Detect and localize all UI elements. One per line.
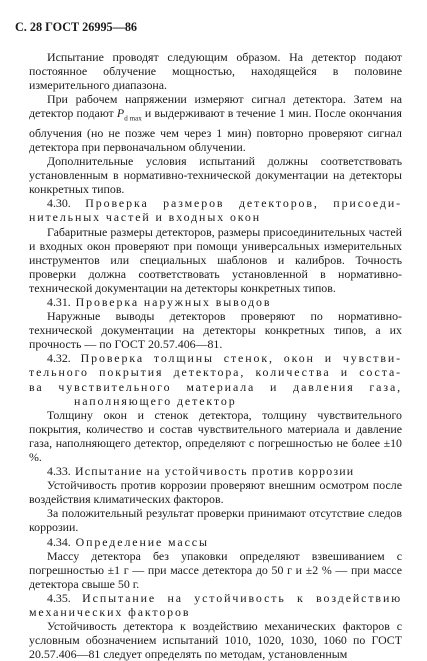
paragraph: Массу детектора без упаковки определяют взвешиванием с погрешностью ±1 г — при массе детектора до 50 г и ±2 % — при массе детектора свыше 50 г.	[29, 548, 402, 591]
paragraph-with-symbol	[29, 92, 402, 154]
paragraph: Устойчивость против коррозии проверяют внешним осмотром после воздействия климатических факторов.	[29, 478, 402, 507]
section-title: Определение массы	[75, 534, 209, 549]
power-symbol	[116, 106, 142, 123]
paragraph: Испытание проводят следующим образом. На детектор подают постоянное облучение мощностью, находящейся в половине измерительного диапазона.	[29, 50, 402, 93]
section-title: Испытание на устойчивость к воздействию	[82, 590, 402, 605]
document-body	[29, 50, 402, 661]
symbol-subscript: d max	[124, 114, 142, 123]
section-number: 4.34.	[47, 534, 71, 549]
section-heading-4-31	[29, 295, 402, 309]
paragraph: Дополнительные условия испытаний должны соответствовать установленным в нормативно-технической документации на детекторы конкретных типов.	[29, 154, 402, 197]
section-number: 4.35.	[47, 590, 71, 605]
section-heading-4-32-cont: ва чувствительного материала и давления газа,	[29, 379, 402, 394]
section-number: 4.30.	[47, 196, 71, 211]
paragraph: За положительный результат проверки принимают отсутствие следов коррозии.	[29, 506, 402, 535]
section-number: 4.31.	[47, 294, 71, 309]
text-run: и выдерживают в течение 1 мин. После окончания облучения (но не позже чем через 1 мин) повторно проверяют сигнал детектора при первоначальном облучении.	[29, 106, 402, 154]
page-header: С. 28 ГОСТ 26995—86	[15, 20, 138, 34]
section-heading-4-30	[29, 196, 402, 210]
section-heading-4-30-cont: нительных частей и входных окон	[29, 210, 261, 225]
paragraph: Толщину окон и стенок детектора, толщину чувствительного покрытия, количество и состав чувствительного материала и давление газа, наполняющего детектор, определяют с погрешностью не более ±10 %.	[29, 407, 402, 464]
section-heading-4-32-cont: наполняющего детектор	[74, 393, 237, 408]
section-heading-4-35	[29, 591, 402, 605]
section-number: 4.33.	[47, 464, 71, 479]
paragraph: Наружные выводы детекторов проверяют по нормативно-технической документации на детекторы конкретных типов, а их прочность — по ГОСТ 20.57.406—81.	[29, 309, 402, 352]
section-title: Проверка толщины стенок, окон и чувстви-	[80, 351, 402, 366]
text-run: При рабочем напряжении измеряют сигнал детектора. Затем на детектор подают	[29, 92, 402, 121]
section-title: Проверка размеров детекторов, присоеди-	[85, 196, 402, 211]
section-heading-4-34	[29, 535, 402, 549]
section-heading-4-32-cont: тельного покрытия детектора, количества и соста-	[29, 365, 402, 380]
paragraph: Устойчивость детектора к воздействию механических факторов с условным обозначением испытаний 1010, 1020, 1030, 1060 по ГОСТ 20.57.406—81 следует определять по методам, установленным	[29, 619, 402, 661]
section-heading-4-33	[29, 464, 402, 478]
section-title: Испытание на устойчивость против коррозии	[74, 464, 355, 479]
section-number: 4.32.	[47, 351, 71, 366]
paragraph: Габаритные размеры детекторов, размеры присоединительных частей и входных окон проверяют при помощи универсальных измерительных инструментов или специальных шаблонов и калибров. Точность проверки должна соответствовать установленной в нормативно-технической документации на детекторы конкретных типов.	[29, 224, 402, 295]
section-heading-4-32	[29, 351, 402, 365]
symbol-letter: P	[116, 106, 125, 121]
section-title: Проверка наружных выводов	[75, 294, 272, 309]
section-heading-4-35-cont: механических факторов	[29, 605, 191, 620]
